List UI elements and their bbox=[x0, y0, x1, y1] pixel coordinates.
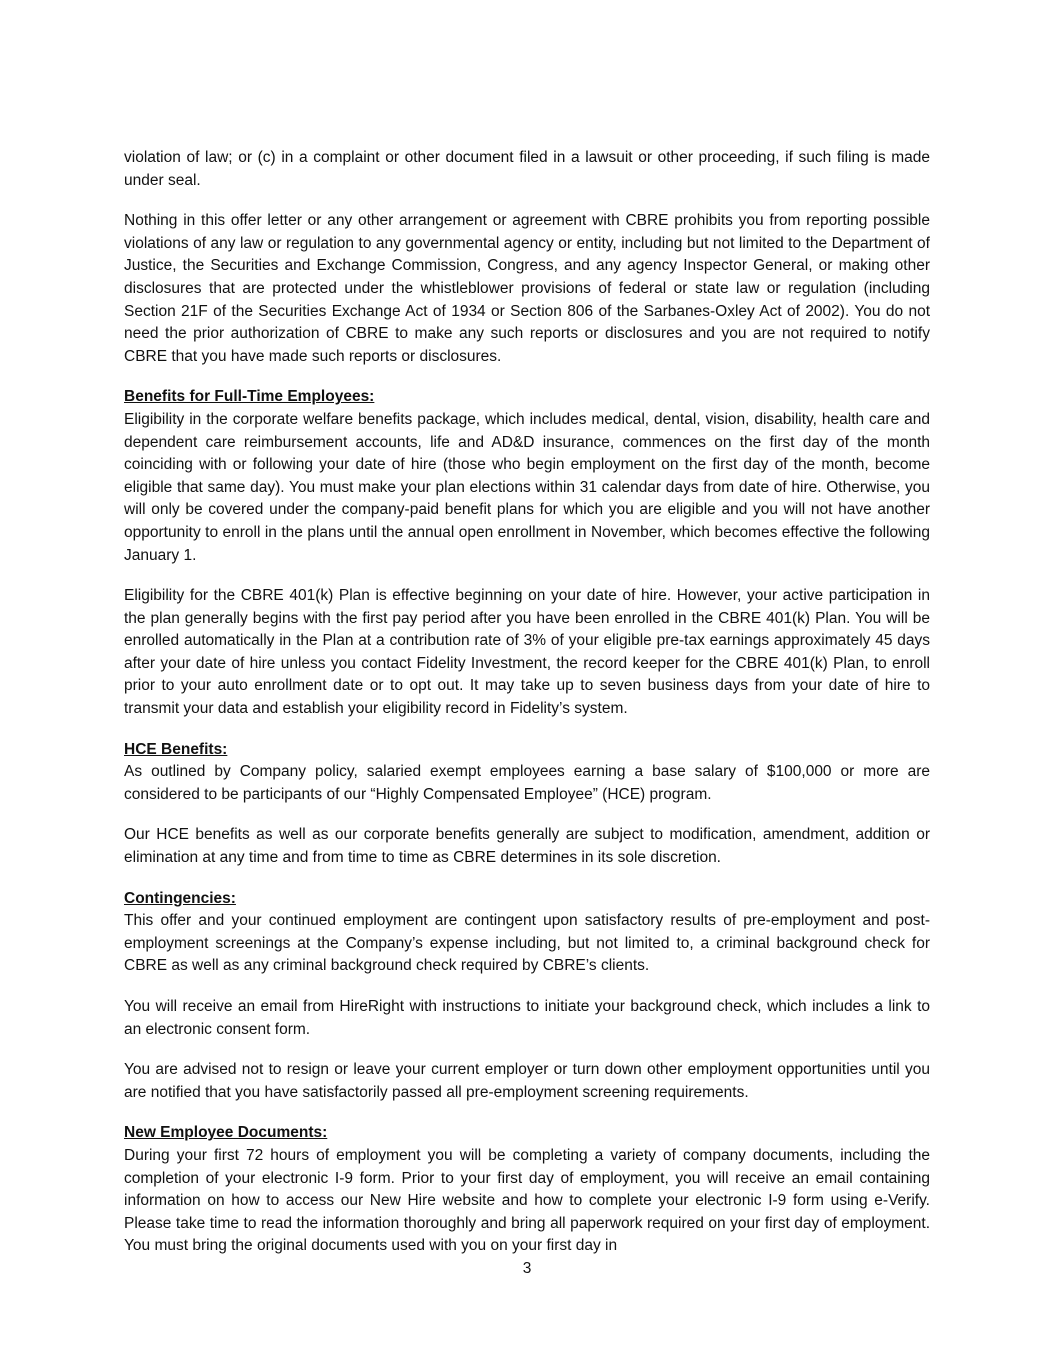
page-number: 3 bbox=[522, 1259, 532, 1277]
retirement-401k-paragraph: Eligibility for the CBRE 401(k) Plan is effective beginning on your date of hire. However, your active participation in the plan generally begins with the first pay period after you have been enrolled in the CBRE 401(k) Plan. You will be enrolled automatically in the Plan at a contribution rate of 3% of your eligible pre-tax earnings approximately 45 days after your date of hire unless you contact Fidelity Investment, the record keeper for the CBRE 401(k) Plan, to enroll prior to your auto enrollment date or to opt out. It may take up to seven business days from your date of hire to transmit your data and establish your eligibility record in Fidelity’s system. bbox=[124, 587, 930, 718]
whistleblower-protection-paragraph: Nothing in this offer letter or any other arrangement or agreement with CBRE prohibits you from reporting possible violations of any law or regulation to any governmental agency or entity, including but not limited to the Department of Justice, the Securities and Exchange Commission, Congress, and any agency Inspector General, or making other disclosures that are protected under the whistleblower provisions of federal or state law or regulation (including Section 21F of the Securities Exchange Act of 1934 or Section 806 of the Sarbanes-Oxley Act of 2002). You do not need the prior authorization of CBRE to make any such reports or disclosures and you are not required to notify CBRE that you have made such reports or disclosures. bbox=[124, 212, 930, 365]
contingencies-heading: Contingencies: bbox=[124, 889, 236, 907]
new-employee-documents-paragraph: During your first 72 hours of employment you will be completing a variety of company documents, including the completion of your electronic I-9 form. Prior to your first day of employment, you will receive an email containing information on how to access our New Hire website and how to complete your electronic I-9 form using e-Verify. Please take time to read the information thoroughly and bring all paperwork required on your first day of employment. You must bring the original documents used with you on your first day in bbox=[124, 1146, 930, 1255]
benefits-full-time-heading: Benefits for Full-Time Employees: bbox=[124, 388, 375, 406]
new-employee-documents-heading: New Employee Documents: bbox=[124, 1124, 328, 1142]
hce-benefits-heading: HCE Benefits: bbox=[124, 740, 228, 758]
document-body bbox=[124, 147, 930, 1258]
contingencies-screenings-paragraph: This offer and your continued employment are contingent upon satisfactory results of pre-employment and post-employment screenings at the Company’s expense including, but not limited to, a criminal background check for CBRE as well as any criminal background check required by CBRE’s clients. bbox=[124, 912, 930, 975]
hireright-email-paragraph: You will receive an email from HireRight with instructions to initiate your background check, which includes a link to an electronic consent form. bbox=[124, 998, 930, 1038]
intro-continuation-paragraph: violation of law; or (c) in a complaint or other document filed in a lawsuit or other proceeding, if such filing is made under seal. bbox=[124, 149, 930, 189]
hce-program-paragraph: As outlined by Company policy, salaried exempt employees earning a base salary of $100,000 or more are considered to be participants of our “Highly Compensated Employee” (HCE) program. bbox=[124, 763, 930, 803]
benefits-eligibility-paragraph: Eligibility in the corporate welfare benefits package, which includes medical, dental, vision, disability, health care and dependent care reimbursement accounts, life and AD&D insurance, commences on the first day of the month coinciding with or following your date of hire (those who begin employment on the first day of the month, become eligible that same day). You must make your plan elections within 31 calendar days from date of hire. Otherwise, you will only be covered under the company-paid benefit plans for which you are eligible and you will not have another opportunity to enroll in the plans until the annual open enrollment in November, which becomes effective the following January 1. bbox=[124, 410, 930, 564]
resignation-advice-paragraph: You are advised not to resign or leave your current employer or turn down other employment opportunities until you are notified that you have satisfactorily passed all pre-employment screening requirements. bbox=[124, 1061, 930, 1101]
hce-modification-paragraph: Our HCE benefits as well as our corporate benefits generally are subject to modification, amendment, addition or elimination at any time and from time to time as CBRE determines in its sole discretion. bbox=[124, 826, 930, 867]
